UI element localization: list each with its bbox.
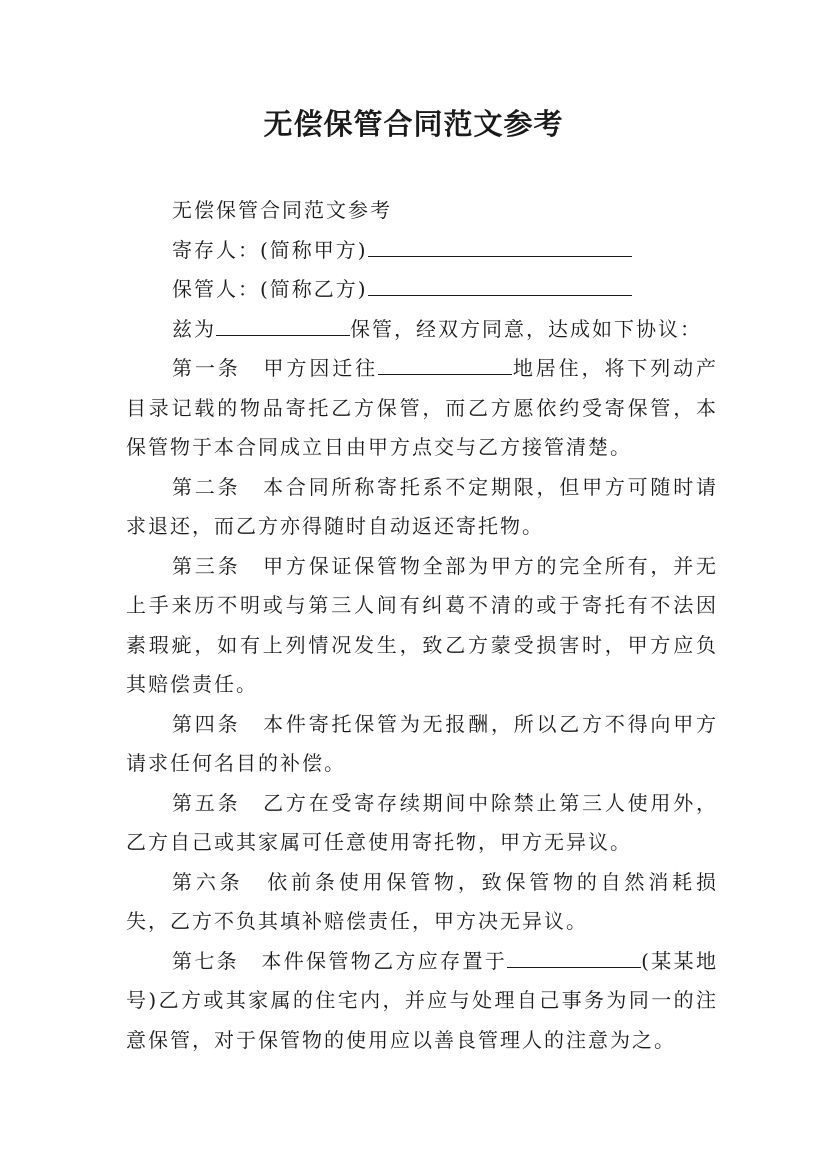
custodian-line xyxy=(126,270,718,310)
depositor-label: 寄存人：(简称甲方) xyxy=(172,237,368,262)
article-4: 第四条 本件寄托保管为无报酬，所以乙方不得向甲方请求任何名目的补偿。 xyxy=(126,711,718,775)
subtitle-line xyxy=(126,191,718,231)
custodian-label: 保管人：(简称乙方) xyxy=(172,277,368,301)
article-7 xyxy=(126,942,718,1061)
article-3: 第三条 甲方保证保管物全部为甲方的完全所有，并无上手来历不明或与第三人间有纠葛不清的或于寄托有不法因素瑕疵，如有上列情况发生，致乙方蒙受损害时，甲方应负其赔偿责任。 xyxy=(126,553,718,696)
article-1-blank xyxy=(378,352,512,375)
article-6: 第六条 依前条使用保管物，致保管物的自然消耗损失，乙方不负其填补赔偿责任，甲方决无异议。 xyxy=(126,869,718,933)
article-7-blank xyxy=(507,945,641,968)
depositor-blank xyxy=(368,234,632,257)
intro-paragraph xyxy=(126,310,718,350)
document-title: 无偿保管合同范文参考 xyxy=(263,107,564,141)
intro-blank xyxy=(216,313,350,336)
intro-post-text: 保管，经双方同意，达成如下协议： xyxy=(350,316,702,341)
article-1-pre-text: 第一条 甲方因迁往 xyxy=(172,356,378,380)
subtitle-text: 无偿保管合同范文参考 xyxy=(172,198,392,222)
document-body xyxy=(126,191,718,1060)
intro-pre-text: 兹为 xyxy=(172,316,216,341)
article-5: 第五条 乙方在受寄存续期间中除禁止第三人使用外，乙方自己或其家属可任意使用寄托物，甲方无异议。 xyxy=(126,790,718,854)
depositor-line xyxy=(126,231,718,271)
custodian-blank xyxy=(368,273,632,296)
article-1 xyxy=(126,349,718,468)
article-7-pre-text: 第七条 本件保管物乙方应存置于 xyxy=(172,948,508,973)
article-7-post-text: (某某地号)乙方或其家属的住宅内，并应与处理自己事务为同一的注意保管，对于保管物的使用应以善良管理人的注意为之。 xyxy=(126,948,718,1052)
article-2: 第二条 本合同所称寄托系不定期限，但甲方可随时请求退还，而乙方亦得随时自动返还寄托物。 xyxy=(126,474,718,538)
article-1-post-text: 地居住，将下列动产目录记载的物品寄托乙方保管，而乙方愿依约受寄保管，本保管物于本合同成立日由甲方点交与乙方接管清楚。 xyxy=(126,356,718,459)
